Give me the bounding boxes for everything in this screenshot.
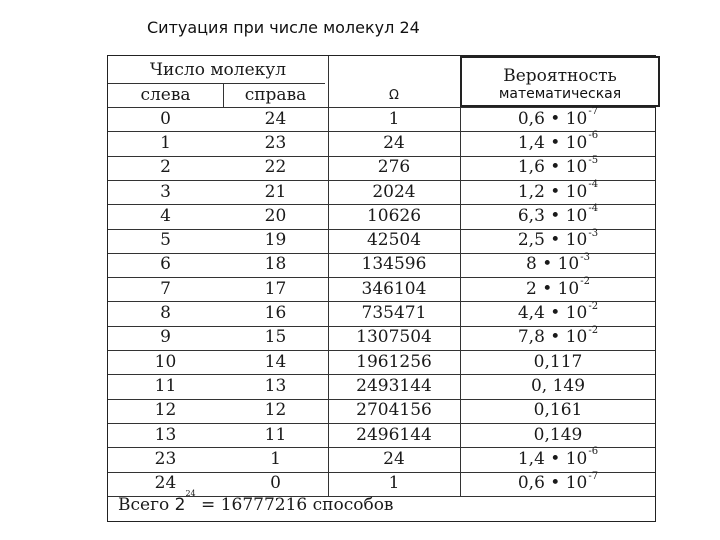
total-base: 2 xyxy=(174,495,186,515)
table-cell-omega xyxy=(328,253,460,277)
cell-value: 12 xyxy=(264,400,287,421)
table-cell-prob xyxy=(460,131,656,155)
table-cell-right xyxy=(223,204,328,228)
total-prefix: Всего xyxy=(118,495,175,515)
cell-value: 9 xyxy=(160,327,171,348)
table-cell-prob xyxy=(460,180,656,204)
table-cell-omega xyxy=(328,277,460,301)
cell-value: 18 xyxy=(264,254,287,275)
table-cell-left xyxy=(108,156,223,180)
cell-exponent: -5 xyxy=(588,154,599,166)
table-cell-right xyxy=(223,374,328,398)
table-cell-omega xyxy=(328,472,460,496)
cell-value: 7,8 • 10 xyxy=(517,327,588,348)
table-cell-prob xyxy=(460,277,656,301)
table-cell-omega xyxy=(328,131,460,155)
cell-value: 22 xyxy=(264,157,287,178)
cell-exponent: -4 xyxy=(588,203,599,215)
table-cell-prob xyxy=(460,229,656,253)
table-cell-omega xyxy=(328,180,460,204)
cell-value: 8 • 10 xyxy=(525,254,580,275)
header-probability-sub: математическая xyxy=(498,86,622,102)
cell-value: 1 xyxy=(388,473,400,494)
slide-title: Ситуация при числе молекул 24 xyxy=(147,18,420,37)
table-cell-left xyxy=(108,447,223,471)
table-cell-omega xyxy=(328,156,460,180)
header-probability-box xyxy=(460,56,660,107)
total-line xyxy=(118,489,394,515)
table-cell-omega xyxy=(328,107,460,131)
table-cell-omega xyxy=(328,399,460,423)
cell-value: 276 xyxy=(377,157,411,178)
cell-value: 6 xyxy=(160,254,171,275)
cell-value: 1,6 • 10 xyxy=(517,157,588,178)
cell-value: 42504 xyxy=(366,230,422,251)
cell-value: 16 xyxy=(264,303,287,324)
cell-value: 11 xyxy=(264,424,287,445)
header-omega: Ω xyxy=(389,87,399,103)
cell-exponent: -2 xyxy=(588,324,599,336)
cell-value: 15 xyxy=(264,327,287,348)
cell-value: 23 xyxy=(154,448,177,469)
cell-value: 19 xyxy=(264,230,287,251)
cell-value: 6,3 • 10 xyxy=(517,205,588,226)
cell-value: 20 xyxy=(264,205,287,226)
table-cell-left xyxy=(108,472,223,499)
table-cell-left xyxy=(108,399,223,423)
table-cell-prob xyxy=(460,350,656,374)
cell-exponent: -3 xyxy=(580,251,591,263)
table-cell-left xyxy=(108,107,223,131)
table-cell-right xyxy=(223,131,328,155)
table-cell-prob xyxy=(460,253,656,277)
cell-value: 1,2 • 10 xyxy=(517,181,588,202)
cell-value: 0 xyxy=(160,108,171,129)
table-cell-omega xyxy=(328,326,460,350)
cell-value: 2704156 xyxy=(356,400,432,421)
cell-value: 2493144 xyxy=(356,375,432,396)
cell-exponent: -4 xyxy=(588,179,599,191)
table-cell-left xyxy=(108,423,223,447)
cell-value: 5 xyxy=(160,230,171,251)
table-cell-right xyxy=(223,472,328,496)
table-cell-omega xyxy=(328,229,460,253)
cell-value: 2 • 10 xyxy=(525,278,580,299)
cell-exponent: -2 xyxy=(580,276,591,288)
header-molecules: Число молекул xyxy=(149,60,287,80)
cell-value: 10 xyxy=(154,351,177,372)
table-cell-right xyxy=(223,399,328,423)
cell-exponent: -7 xyxy=(588,106,599,118)
table-cell-right xyxy=(223,447,328,471)
cell-value: 0,6 • 10 xyxy=(517,108,588,129)
header-probability: Вероятность xyxy=(503,66,617,86)
table-cell-left xyxy=(108,301,223,325)
cell-value: 13 xyxy=(154,424,177,445)
table-cell-right xyxy=(223,277,328,301)
table-cell-left xyxy=(108,350,223,374)
cell-value: 1,4 • 10 xyxy=(517,132,588,153)
table-cell-prob xyxy=(460,423,656,447)
cell-value: 17 xyxy=(264,278,287,299)
cell-value: 4 xyxy=(160,205,171,226)
cell-value: 24 xyxy=(154,473,177,494)
table-cell-right xyxy=(223,253,328,277)
cell-exponent: -6 xyxy=(588,130,599,142)
table-cell-prob xyxy=(460,204,656,228)
table-cell-right xyxy=(223,180,328,204)
cell-value: 23 xyxy=(264,132,287,153)
header-right: справа xyxy=(244,84,307,105)
cell-value: 0,6 • 10 xyxy=(517,473,588,494)
cell-value: 0,117 xyxy=(533,351,583,372)
cell-value: 346104 xyxy=(361,278,427,299)
table-cell-prob xyxy=(460,374,656,398)
table-cell-left xyxy=(108,253,223,277)
cell-value: 21 xyxy=(264,181,287,202)
cell-value: 1 xyxy=(270,448,281,469)
cell-exponent: -7 xyxy=(588,470,599,482)
cell-value: 0, 149 xyxy=(530,375,586,396)
cell-value: 2 xyxy=(160,157,171,178)
cell-value: 1961256 xyxy=(356,351,432,372)
table-cell-left xyxy=(108,180,223,204)
total-exponent: 24 xyxy=(185,489,196,499)
cell-exponent: -6 xyxy=(588,446,599,458)
table-cell-prob xyxy=(460,301,656,325)
table-cell-omega xyxy=(328,301,460,325)
table-cell-omega xyxy=(328,447,460,471)
table-cell-right xyxy=(223,229,328,253)
table-cell-left xyxy=(108,229,223,253)
cell-value: 10626 xyxy=(366,205,422,226)
table-cell-right xyxy=(223,423,328,447)
table-cell-prob xyxy=(460,472,656,496)
cell-value: 7 xyxy=(160,278,171,299)
cell-value: 24 xyxy=(383,448,405,469)
cell-value: 1 xyxy=(388,108,400,129)
table-cell-prob xyxy=(460,447,656,471)
table-cell-left xyxy=(108,374,223,398)
cell-value: 735471 xyxy=(361,303,427,324)
table-cell-prob xyxy=(460,399,656,423)
table-cell-omega xyxy=(328,350,460,374)
cell-exponent: -2 xyxy=(588,300,599,312)
table-cell-prob xyxy=(460,156,656,180)
table-cell-omega xyxy=(328,374,460,398)
table-cell-left xyxy=(108,131,223,155)
cell-value: 2496144 xyxy=(356,424,432,445)
cell-value: 24 xyxy=(383,132,405,153)
cell-value: 2024 xyxy=(372,181,416,202)
cell-value: 0,161 xyxy=(533,400,583,421)
cell-value: 1 xyxy=(160,132,171,153)
cell-value: 0 xyxy=(270,473,281,494)
cell-value: 11 xyxy=(154,375,177,396)
cell-value: 3 xyxy=(160,181,171,202)
table-cell-right xyxy=(223,107,328,131)
cell-value: 1,4 • 10 xyxy=(517,448,588,469)
table-cell-right xyxy=(223,350,328,374)
table-cell-right xyxy=(223,301,328,325)
table-cell-omega xyxy=(328,423,460,447)
cell-value: 12 xyxy=(154,400,177,421)
cell-value: 14 xyxy=(264,351,287,372)
table-cell-omega xyxy=(328,204,460,228)
cell-value: 0,149 xyxy=(533,424,583,445)
cell-value: 134596 xyxy=(361,254,427,275)
cell-value: 1307504 xyxy=(356,327,432,348)
cell-value: 24 xyxy=(264,108,287,129)
table-cell-left xyxy=(108,277,223,301)
probability-table xyxy=(107,55,656,522)
table-cell-left xyxy=(108,204,223,228)
table-cell-left xyxy=(108,326,223,350)
cell-value: 8 xyxy=(160,303,171,324)
cell-value: 13 xyxy=(264,375,287,396)
cell-value: 4,4 • 10 xyxy=(517,303,588,324)
table-cell-right xyxy=(223,326,328,350)
table-cell-right xyxy=(223,156,328,180)
table-cell-prob xyxy=(460,326,656,350)
cell-exponent: -3 xyxy=(588,227,599,239)
header-left: слева xyxy=(140,84,191,105)
table-cell-prob xyxy=(460,107,656,131)
total-suffix: = 16777216 способов xyxy=(195,495,394,515)
cell-value: 2,5 • 10 xyxy=(517,230,588,251)
